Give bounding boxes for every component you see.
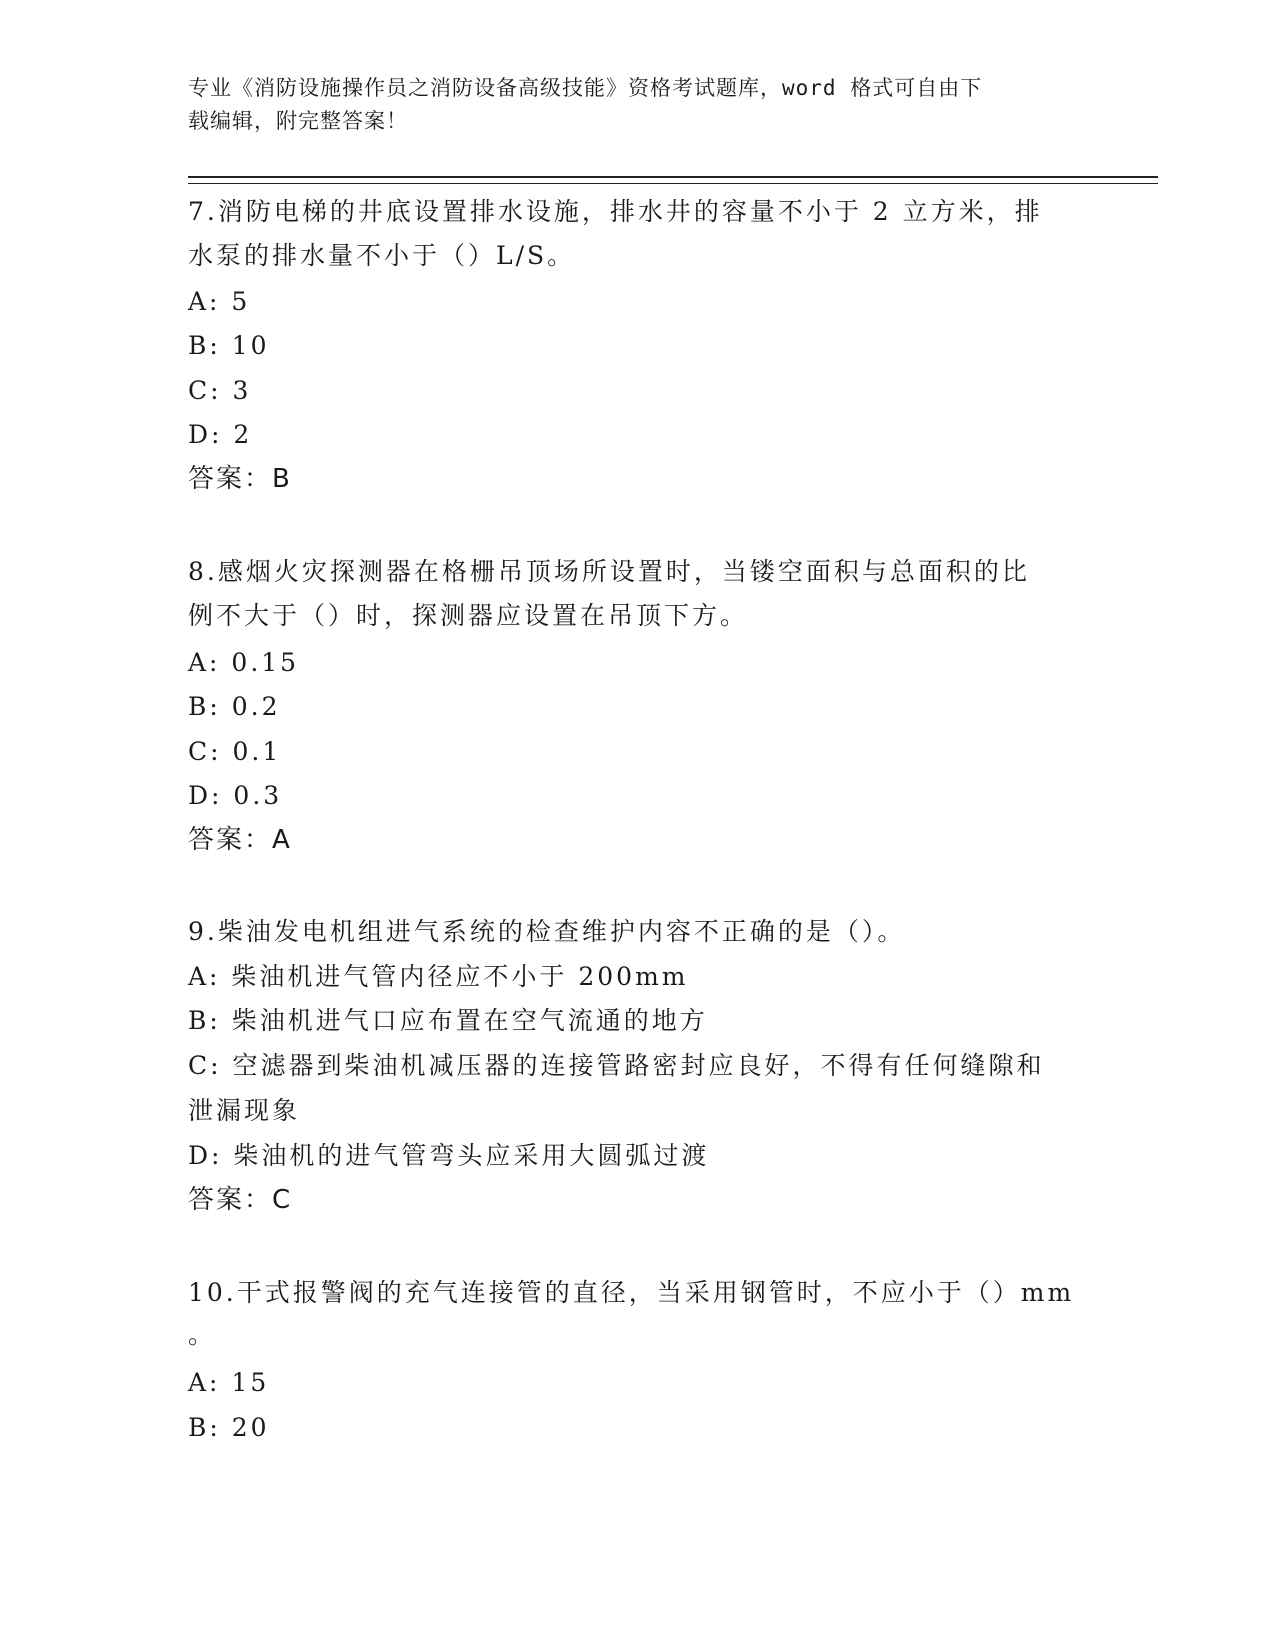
q7-option-a: A: 5 — [188, 287, 251, 316]
q7-stem-line-1: 7.消防电梯的井底设置排水设施，排水井的容量不小于 2 立方米，排 — [188, 197, 1043, 226]
header-rule-thin — [188, 183, 1158, 184]
q7-stem-line-2: 水泵的排水量不小于（）L/S。 — [188, 241, 576, 270]
q9-answer: 答案：C — [188, 1185, 293, 1215]
q8-option-a: A: 0.15 — [188, 648, 300, 677]
document-header — [188, 72, 1088, 138]
q10-option-a: A: 15 — [188, 1368, 270, 1397]
q8-answer: 答案：A — [188, 825, 292, 855]
q9-stem-line-1: 9.柴油发电机组进气系统的检查维护内容不正确的是（）。 — [188, 917, 906, 946]
q9-option-a: A: 柴油机进气管内径应不小于 200mm — [188, 962, 689, 991]
q10-stem-line-2: 。 — [188, 1320, 217, 1349]
q8-option-d: D: 0.3 — [188, 781, 283, 810]
q7-option-d: D: 2 — [188, 420, 253, 449]
header-rule-thick — [188, 176, 1158, 178]
q9-option-c-line-2: 泄漏现象 — [188, 1096, 301, 1125]
q10-stem-line-1: 10.干式报警阀的充气连接管的直径，当采用钢管时，不应小于（）mm — [188, 1278, 1075, 1307]
q9-option-c-line-1: C: 空滤器到柴油机减压器的连接管路密封应良好，不得有任何缝隙和 — [188, 1051, 1045, 1080]
q7-option-b: B: 10 — [188, 331, 270, 360]
q7-answer: 答案：B — [188, 464, 292, 494]
q9-option-d: D: 柴油机的进气管弯头应采用大圆弧过渡 — [188, 1141, 710, 1170]
header-line-2: 载编辑，附完整答案！ — [188, 109, 408, 133]
q9-option-b: B: 柴油机进气口应布置在空气流通的地方 — [188, 1006, 708, 1035]
q8-option-c: C: 0.1 — [188, 737, 282, 766]
q8-stem-line-2: 例不大于（）时，探测器应设置在吊顶下方。 — [188, 601, 749, 630]
q10-option-b: B: 20 — [188, 1413, 270, 1442]
q8-stem-line-1: 8.感烟火灾探测器在格栅吊顶场所设置时，当镂空面积与总面积的比 — [188, 557, 1030, 586]
header-line-1: 专业《消防设施操作员之消防设备高级技能》资格考试题库，word 格式可自由下 — [188, 76, 983, 100]
q7-option-c: C: 3 — [188, 376, 252, 405]
q8-option-b: B: 0.2 — [188, 692, 281, 721]
